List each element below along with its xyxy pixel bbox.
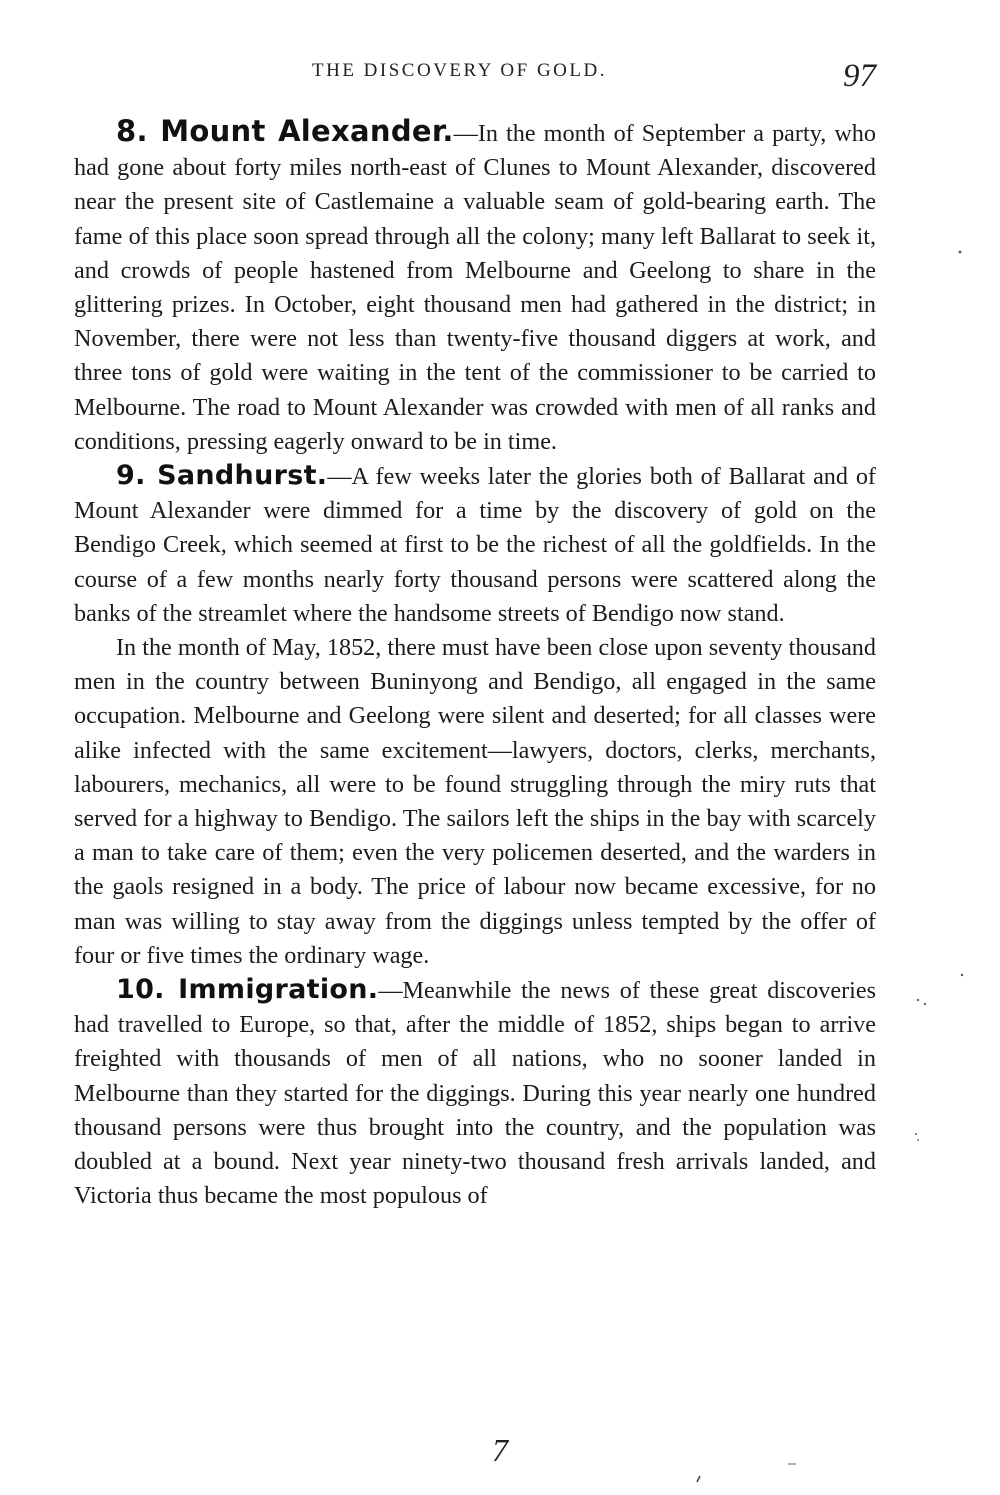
section-sandhurst <box>74 459 876 631</box>
section-heading: 9. Sandhurst. <box>116 460 328 492</box>
scan-speck <box>915 1133 917 1135</box>
scan-speck <box>917 1139 919 1141</box>
scan-speck <box>959 251 962 254</box>
page-number: 97 <box>843 58 876 94</box>
paragraph-may-1852 <box>74 631 876 973</box>
paragraph-text: In the month of May, 1852, there must have been close upon seventy thousand men in the country between Buninyong and Bendigo, all engaged in the same occupation. Melbourne and Geelong were silent and deserted; for all classes were alike infected with the same excitement—lawyers, doctors, clerks, merchants, labourers, mechanics, all were to be found struggling through the miry ruts that served for a highway to Bendigo. The sailors left the ships in the bay with scarcely a man to take care of them; even the very policemen deserted, and the warders in the gaols resigned in a body. The price of labour now became excessive, for no man was willing to stay away from the diggings unless tempted by the offer of four or five times the ordinary wage. <box>74 634 876 969</box>
paragraph-text: In the month of September a party, who had gone about forty miles north-east of Clunes to Mount Alexander, discovered near the present site of Castlemaine a valuable seam of gold-bearing earth. The fame of this place soon spread through all the colony; many left Ballarat to seek it, and crowds of people hastened from Melbourne and Geelong to share in the glittering prizes. In October, eight thousand men had gathered in the district; in November, there were not less than twenty-five thousand diggers at work, and three tons of gold were waiting in the tent of the commissioner to be carried to Melbourne. The road to Mount Alexander was crowded with men of all ranks and conditions, pressing eagerly onward to be in time. <box>74 120 876 455</box>
paragraph-text: Meanwhile the news of these great discoveries had travelled to Europe, so that, after the middle of 1852, ships began to arrive freighted with thousands of men of all nations, who no sooner landed in Melbourne than they started for the diggings. During this year nearly one hundred thousand persons were thus brought into the country, and the population was doubled at a bound. Next year ninety-two thousand fresh arrivals landed, and Victoria thus became the most populous of <box>74 977 876 1210</box>
scan-speck <box>917 999 919 1001</box>
scan-speck <box>961 974 963 976</box>
scan-speck <box>697 1476 700 1482</box>
paragraph-text: A few weeks later the glories both of Ballarat and of Mount Alexander were dimmed for a time by the discovery of gold on the Bendigo Creek, which seemed at first to be the richest of all the goldfields. In the course of a few months nearly forty thousand persons were scattered along the banks of the streamlet where the handsome streets of Bendigo now stand. <box>74 463 876 627</box>
heading-dash: — <box>378 977 403 1005</box>
running-head <box>0 58 1000 98</box>
running-title: THE DISCOVERY OF GOLD. <box>312 60 607 81</box>
section-immigration <box>74 973 876 1213</box>
heading-dash: — <box>327 463 352 491</box>
section-mount-alexander <box>74 114 876 459</box>
section-heading: 10. Immigration. <box>116 974 379 1006</box>
heading-dash: — <box>453 120 478 147</box>
text-body <box>74 114 876 1214</box>
signature-mark: 7 <box>492 1432 508 1468</box>
section-heading: 8. Mount Alexander. <box>116 114 454 148</box>
scan-speck <box>924 1003 926 1005</box>
